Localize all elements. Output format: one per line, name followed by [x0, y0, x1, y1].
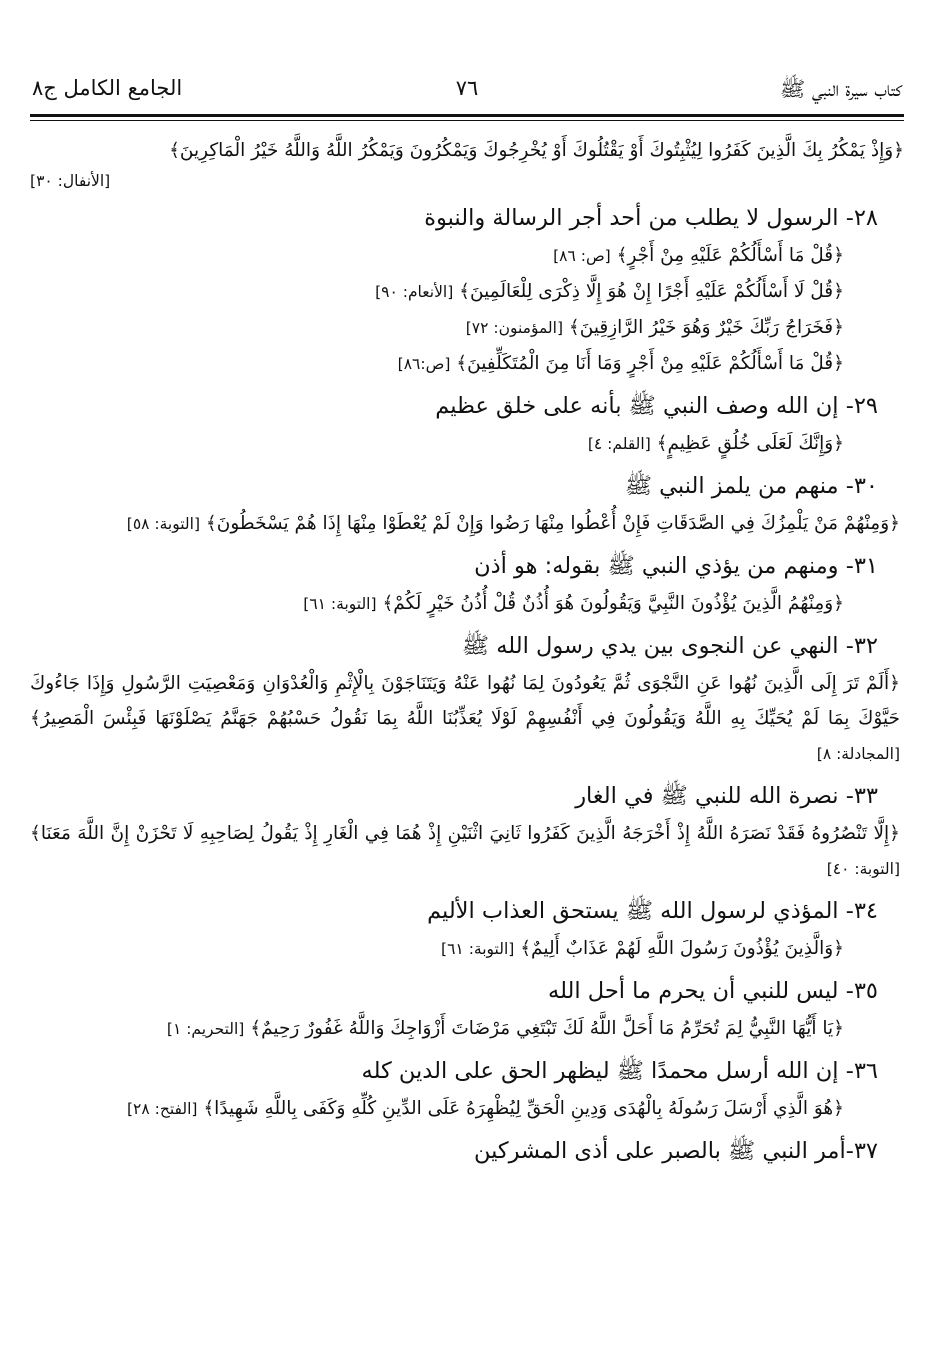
- page: [30, 70, 904, 1371]
- section-heading: ٣٢- النهي عن النجوى بين يدي رسول الله ﷺ: [461, 633, 878, 659]
- verse-citation: [التحريم: ١]: [166, 1020, 245, 1038]
- verse-citation: [المؤمنون: ٧٢]: [465, 319, 563, 337]
- verse-citation: [الأنفال: ٣٠]: [30, 172, 111, 190]
- header-rule-thick: [30, 114, 904, 117]
- verse-line: [30, 1011, 844, 1047]
- section-heading: ٢٨- الرسول لا يطلب من أحد أجر الرسالة والنبوة: [424, 205, 878, 231]
- section-heading: ٣٧-أمر النبي ﷺ بالصبر على أذى المشركين: [474, 1138, 878, 1164]
- verse-text: ﴿قُلْ مَا أَسْأَلُكُمْ عَلَيْهِ مِنْ أَجْرٍ وَمَا أَنَا مِنَ الْمُتَكَلِّفِينَ﴾: [456, 353, 844, 374]
- verse-citation: [التوبة: ٦١]: [441, 940, 515, 958]
- verse-text: ﴿وَإِنَّكَ لَعَلَى خُلُقٍ عَظِيمٍ﴾: [656, 433, 844, 454]
- verse-citation: [التوبة: ٤٠]: [826, 860, 900, 878]
- volume-title: الجامع الكامل ج٨: [32, 76, 183, 100]
- section-heading: ٣٠- منهم من يلمز النبي ﷺ: [624, 473, 878, 499]
- header-rule-thin: [30, 120, 904, 121]
- verse-line: [30, 346, 844, 382]
- verse-citation: [المجادلة: ٨]: [816, 745, 900, 763]
- section-heading: ٣٥- ليس للنبي أن يحرم ما أحل الله: [548, 978, 878, 1004]
- verse-citation: [الأنعام: ٩٠]: [375, 283, 454, 301]
- verse-text: ﴿فَخَرَاجُ رَبِّكَ خَيْرٌ وَهُوَ خَيْرُ الرَّازِقِينَ﴾: [568, 317, 844, 338]
- verse-line: [30, 506, 904, 542]
- section-heading: ٣١- ومنهم من يؤذي النبي ﷺ بقوله: هو أذن: [474, 553, 878, 579]
- section-heading: ٣٤- المؤذي لرسول الله ﷺ يستحق العذاب الأليم: [427, 898, 878, 924]
- main-content: [30, 133, 904, 1171]
- verse-text: ﴿أَلَمْ تَرَ إِلَى الَّذِينَ نُهُوا عَنِ النَّجْوَى ثُمَّ يَعُودُونَ لِمَا نُهُوا عَنْهُ وَيَتَنَاجَوْنَ بِالْإِثْمِ وَالْعُدْوَانِ وَمَعْصِيَتِ الرَّسُولِ وَإِذَا جَاءُوكَ حَيَّوْكَ بِمَا لَمْ يُحَيِّكَ بِهِ اللَّهُ وَيَقُولُونَ فِي أَنْفُسِهِمْ لَوْلَا يُعَذِّبُنَا اللَّهُ بِمَا نَقُولُ حَسْبُهُمْ جَهَنَّمُ يَصْلَوْنَهَا فَبِئْسَ الْمَصِيرُ﴾: [30, 673, 900, 729]
- verse-text: ﴿إِلَّا تَنْصُرُوهُ فَقَدْ نَصَرَهُ اللَّهُ إِذْ أَخْرَجَهُ الَّذِينَ كَفَرُوا ثَانِيَ اثْنَيْنِ إِذْ هُمَا فِي الْغَارِ إِذْ يَقُولُ لِصَاحِبِهِ لَا تَحْزَنْ إِنَّ اللَّهَ مَعَنَا﴾: [30, 823, 900, 844]
- verse-text: ﴿وَمِنْهُمْ مَنْ يَلْمِزُكَ فِي الصَّدَقَاتِ فَإِنْ أُعْطُوا مِنْهَا رَضُوا وَإِنْ لَمْ يُعْطَوْا مِنْهَا إِذَا هُمْ يَسْخَطُونَ﴾: [205, 513, 900, 534]
- section-heading: ٢٩- إن الله وصف النبي ﷺ بأنه على خلق عظيم: [435, 393, 878, 419]
- verse-text: ﴿هُوَ الَّذِي أَرْسَلَ رَسُولَهُ بِالْهُدَى وَدِينِ الْحَقِّ لِيُظْهِرَهُ عَلَى الدِّينِ كُلِّهِ وَكَفَى بِاللَّهِ شَهِيدًا﴾: [203, 1098, 844, 1119]
- verse-line: [30, 238, 844, 274]
- verse-citation: [القلم: ٤]: [587, 435, 651, 453]
- verse-line: [30, 310, 844, 346]
- verse-citation: [ص:٨٦]: [397, 355, 451, 373]
- verse-text: ﴿قُلْ مَا أَسْأَلُكُمْ عَلَيْهِ مِنْ أَجْرٍ﴾: [616, 245, 844, 266]
- verse-citation: [التوبة: ٦١]: [303, 595, 377, 613]
- section-heading: ٣٦- إن الله أرسل محمدًا ﷺ ليظهر الحق على الدين كله: [361, 1058, 878, 1084]
- verse-text: ﴿قُلْ لَا أَسْأَلُكُمْ عَلَيْهِ أَجْرًا إِنْ هُوَ إِلَّا ذِكْرَى لِلْعَالَمِينَ﴾: [459, 281, 844, 302]
- verse-line: [30, 931, 844, 967]
- section-heading: ٣٣- نصرة الله للنبي ﷺ في الغار: [575, 783, 878, 809]
- verse-text: ﴿وَإِذْ يَمْكُرُ بِكَ الَّذِينَ كَفَرُوا لِيُثْبِتُوكَ أَوْ يَقْتُلُوكَ أَوْ يُخْرِجُوكَ وَيَمْكُرُونَ وَيَمْكُرُ اللَّهُ وَاللَّهُ خَيْرُ الْمَاكِرِينَ﴾: [169, 140, 904, 161]
- verse-citation: [الفتح: ٢٨]: [126, 1100, 198, 1118]
- verse-text: ﴿وَمِنْهُمُ الَّذِينَ يُؤْذُونَ النَّبِيَّ وَيَقُولُونَ هُوَ أُذُنٌ قُلْ أُذُنُ خَيْرٍ لَكُمْ﴾: [382, 593, 844, 614]
- verse-line: [30, 274, 844, 310]
- running-header: [30, 70, 904, 112]
- verse-citation-line: [30, 168, 904, 194]
- verse-citation: [التوبة: ٥٨]: [126, 515, 201, 533]
- verse-citation: [ص: ٨٦]: [553, 247, 611, 265]
- page-number: ٧٦: [455, 76, 479, 100]
- verse-line: [30, 426, 844, 462]
- verse-line: [30, 1091, 844, 1127]
- book-title: كتاب سيرة النبي ﷺ: [779, 77, 902, 101]
- verse-line: [30, 816, 904, 887]
- verse-text: ﴿وَالَّذِينَ يُؤْذُونَ رَسُولَ اللَّهِ لَهُمْ عَذَابٌ أَلِيمٌ﴾: [520, 938, 844, 959]
- verse-text: ﴿يَا أَيُّهَا النَّبِيُّ لِمَ تُحَرِّمُ مَا أَحَلَّ اللَّهُ لَكَ تَبْتَغِي مَرْضَاتَ أَزْوَاجِكَ وَاللَّهُ غَفُورٌ رَحِيمٌ﴾: [250, 1018, 844, 1039]
- verse-line: [30, 586, 844, 622]
- verse-line: [30, 666, 904, 772]
